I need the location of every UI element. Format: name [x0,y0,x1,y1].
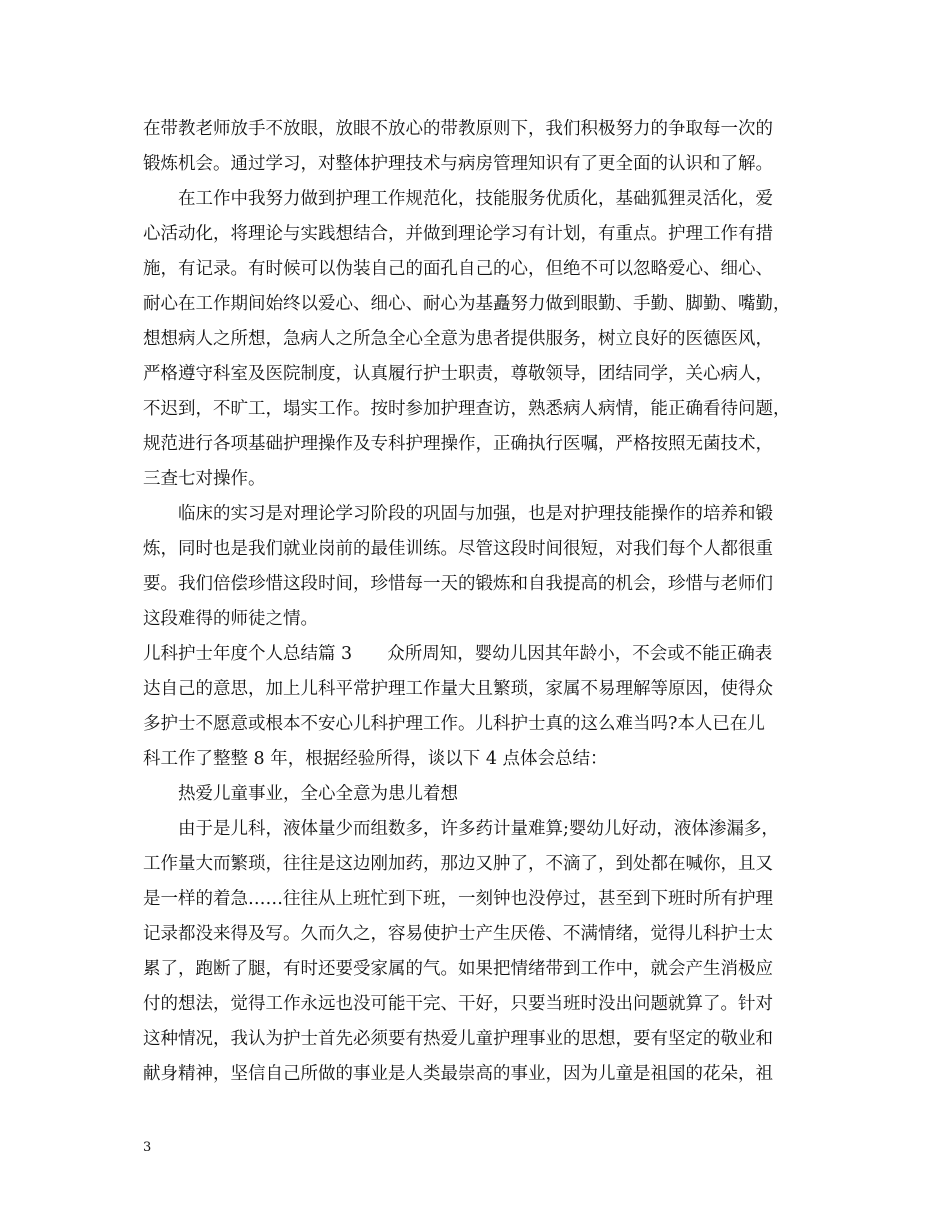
text-line: 施，有记录。有时候可以伪装自己的面孔自己的心，但绝不可以忽略爱心、细心、 [143,259,773,279]
text-line: 达自己的意思，加上儿科平常护理工作量大且繁琐，家属不易理解等原因，使得众 [143,679,773,699]
text-line: 规范进行各项基础护理操作及专科护理操作，正确执行医嘱，严格按照无菌技术， [143,434,773,454]
text-line: 献身精神，坚信自己所做的事业是人类最崇高的事业，因为儿童是祖国的花朵，祖 [143,1064,773,1084]
text-line: 多护士不愿意或根本不安心儿科护理工作。儿科护士真的这么难当吗?本人已在儿 [143,714,765,734]
text-line: 是一样的着急……往往从上班忙到下班，一刻钟也没停过，甚至到下班时所有护理 [143,889,773,909]
text-line: 心活动化，将理论与实践想结合，并做到理论学习有计划，有重点。护理工作有措 [143,224,773,244]
text-line: 在带教老师放手不放眼，放眼不放心的带教原则下，我们积极努力的争取每一次的 [143,119,773,139]
text-line: 三查七对操作。 [143,469,266,489]
text-line: 累了，跑断了腿，有时还要受家属的气。如果把情绪带到工作中，就会产生消极应 [143,959,773,979]
text-line: 严格遵守科室及医院制度，认真履行护士职责，尊敬领导，团结同学，关心病人， [143,364,773,384]
text-line: 由于是儿科，液体量少而组数多，许多药计量难算;婴幼儿好动，液体渗漏多， [178,819,779,839]
text-line: 锻炼机会。通过学习，对整体护理技术与病房管理知识有了更全面的认识和了解。 [143,154,773,174]
text-line: 炼，同时也是我们就业岗前的最佳训练。尽管这段时间很短，对我们每个人都很重 [143,539,773,559]
page-number: 3 [143,1140,152,1155]
text-line: 临床的实习是对理论学习阶段的巩固与加强，也是对护理技能操作的培养和锻 [178,504,773,524]
text-line: 耐心在工作期间始终以爱心、细心、耐心为基矗努力做到眼勤、手勤、脚勤、嘴勤， [143,294,791,314]
text-line: 想想病人之所想，急病人之所急全心全意为患者提供服务，树立良好的医德医风， [143,329,773,349]
text-line: 不迟到，不旷工，塌实工作。按时参加护理查访，熟悉病人病情，能正确看待问题， [143,399,791,419]
text-line: 这种情况，我认为护士首先必须要有热爱儿童护理事业的思想，要有坚定的敬业和 [143,1029,773,1049]
text-line: 要。我们倍偿珍惜这段时间，珍惜每一天的锻炼和自我提高的机会，珍惜与老师们 [143,574,773,594]
text-line: 这段难得的师徒之情。 [143,609,318,629]
text-line: 付的想法，觉得工作永远也没可能干完、干好，只要当班时没出问题就算了。针对 [143,994,773,1014]
text-line: 工作量大而繁琐，往往是这边刚加药，那边又肿了，不滴了，到处都在喊你，且又 [143,854,773,874]
text-line: 在工作中我努力做到护理工作规范化，技能服务优质化，基础狐狸灵活化，爱 [178,189,773,209]
subheading-line: 热爱儿童事业，全心全意为患儿着想 [178,784,458,804]
section-heading-line: 儿科护士年度个人总结篇 3 众所周知，婴幼儿因其年龄小，不会或不能正确表 [143,644,773,664]
text-line: 记录都没来得及写。久而久之，容易使护士产生厌倦、不满情绪，觉得儿科护士太 [143,924,773,944]
text-line: 科工作了整整 8 年，根据经验所得，谈以下 4 点体会总结： [143,749,608,769]
